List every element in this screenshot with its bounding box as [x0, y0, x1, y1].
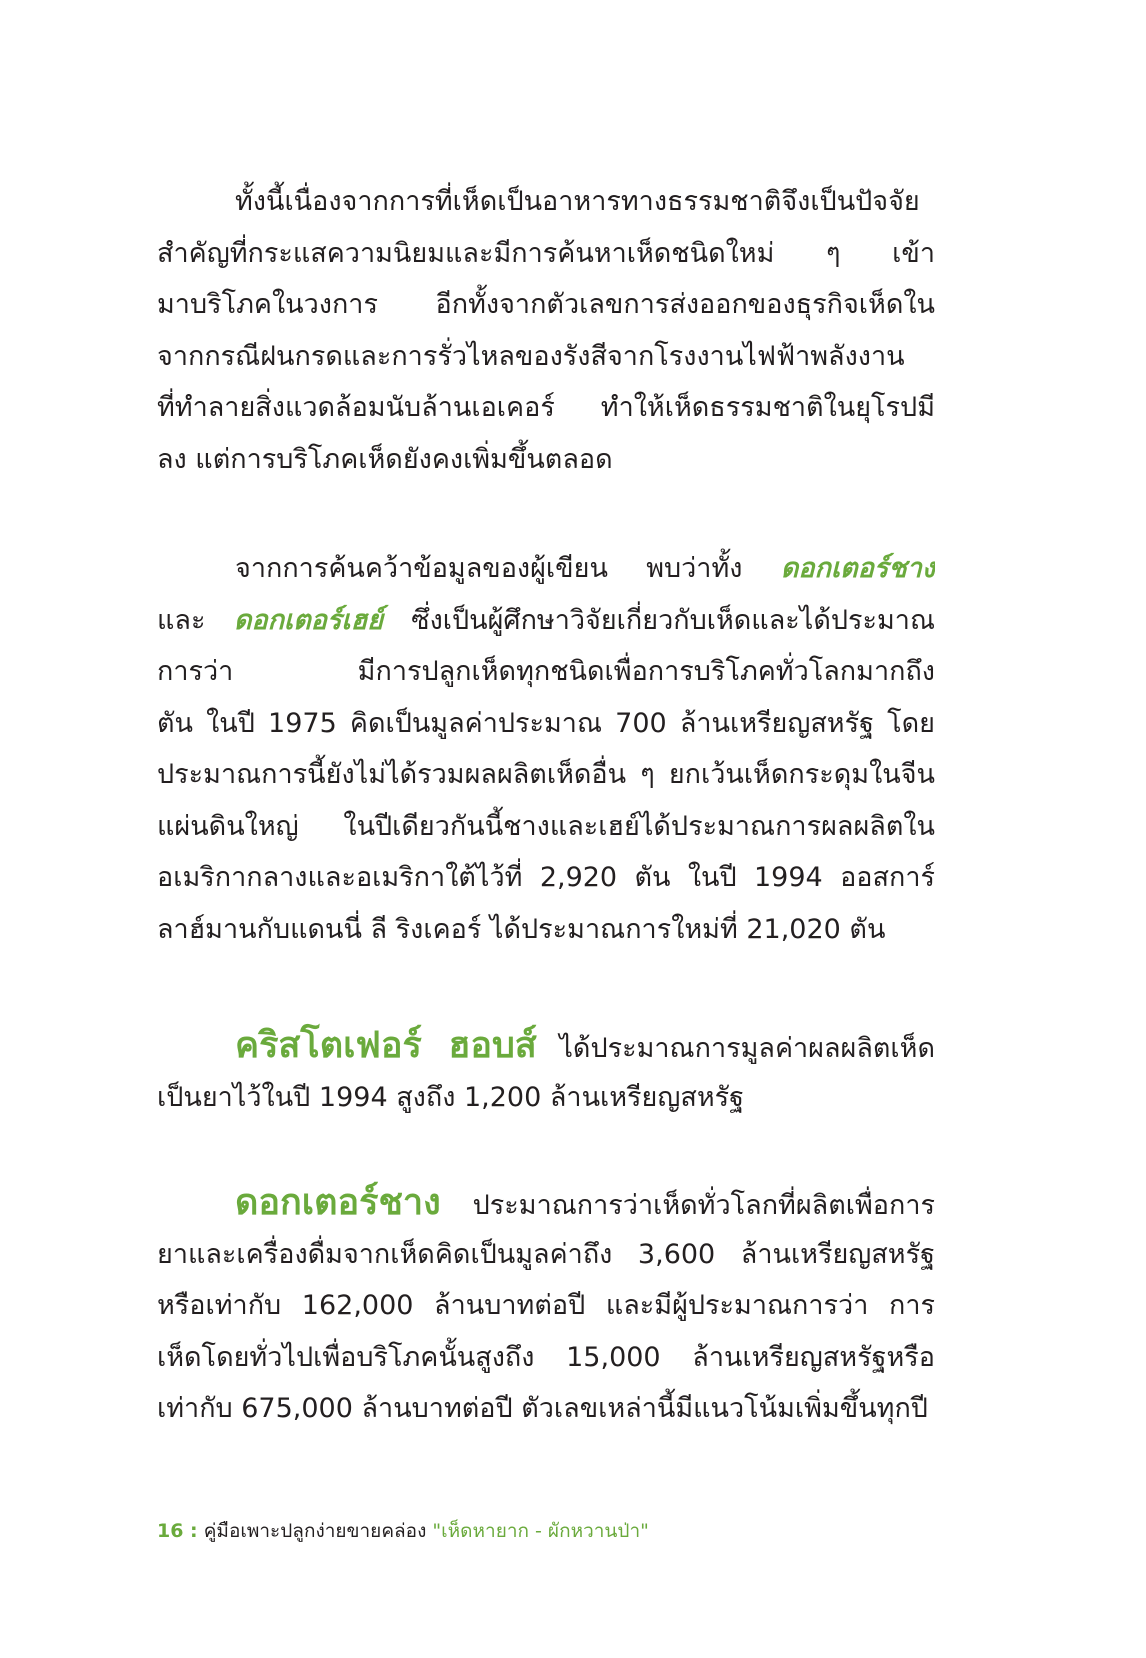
paragraph-line: เป็นยาไว้ในปี 1994 สูงถึง 1,200 ล้านเหรียญสหรัฐ [157, 1081, 745, 1113]
paragraph-line: เท่ากับ 675,000 ล้านบาทต่อปี ตัวเลขเหล่านี้มีแนวโน้มเพิ่มขึ้นทุกปี [157, 1393, 928, 1424]
paragraph-line [157, 1177, 935, 1229]
paragraph-4 [157, 1177, 935, 1435]
paragraph-line: ประมาณการนี้ยังไม่ได้รวมผลผลิตเห็ดอื่น ๆ ยกเว้นเห็ดกระดุมในจีน [157, 759, 935, 790]
paragraph-text: ประมาณการว่าเห็ดทั่วโลกที่ผลิตเพื่อการ [472, 1190, 935, 1221]
paragraph-line: ยาและเครื่องดื่มจากเห็ดคิดเป็นมูลค่าถึง 3,600 ล้านเหรียญสหรัฐ [157, 1238, 935, 1270]
highlight-name-dr-hay: ดอกเตอร์เฮย์ [233, 604, 383, 636]
highlight-name-christopher-hobbs: คริสโตเฟอร์ ฮอบส์ [235, 1025, 537, 1066]
page-footer [157, 1516, 649, 1546]
paragraph-line [157, 543, 935, 595]
paragraph-line [157, 595, 935, 647]
paragraph-text: ซึ่งเป็นผู้ศึกษาวิจัยเกี่ยวกับเห็ดและได้ประมาณ [411, 604, 935, 636]
paragraph-line: การว่า มีการปลูกเห็ดทุกชนิดเพื่อการบริโภคทั่วโลกมากถึง [157, 656, 935, 687]
paragraph-line [157, 1020, 935, 1072]
paragraph-line: ทั้งนี้เนื่องจากการที่เห็ดเป็นอาหารทางธรรมชาติจึงเป็นปัจจัย [235, 186, 920, 217]
paragraph-line: ตัน ในปี 1975 คิดเป็นมูลค่าประมาณ 700 ล้านเหรียญสหรัฐ โดย [157, 707, 935, 739]
paragraph-line: สำคัญที่กระแสความนิยมและมีการค้นหาเห็ดชนิดใหม่ ๆ เข้า [157, 237, 935, 269]
paragraph-line: ลาฮ์มานกับแดนนี่ ลี ริงเคอร์ ได้ประมาณการใหม่ที่ 21,020 ตัน [157, 913, 886, 945]
paragraph-text: ได้ประมาณการมูลค่าผลผลิตเห็ด [559, 1033, 935, 1064]
paragraph-line: เห็ดโดยทั่วไปเพื่อบริโภคนั้นสูงถึง 15,000 ล้านเหรียญสหรัฐหรือ [157, 1341, 935, 1373]
highlight-name-dr-chang: ดอกเตอร์ชาง [235, 1182, 441, 1223]
paragraph-line: ลง แต่การบริโภคเห็ดยังคงเพิ่มขึ้นตลอด [157, 443, 613, 475]
paragraph-line: ที่ทำลายสิ่งแวดล้อมนับล้านเอเคอร์ ทำให้เห็ดธรรมชาติในยุโรปมี [157, 392, 935, 423]
paragraph-3 [157, 1020, 935, 1123]
paragraph-2 [157, 543, 935, 955]
book-title: "เห็ดหายาก - ผักหวานป่า" [432, 1520, 649, 1542]
paragraph-line: อเมริกากลางและอเมริกาใต้ไว้ที่ 2,920 ตัน ในปี 1994 ออสการ์ [157, 862, 935, 893]
paragraph-line: แผ่นดินใหญ่ ในปีเดียวกันนี้ชางและเฮย์ได้ประมาณการผลผลิตใน [157, 810, 935, 842]
highlight-name-dr-chang: ดอกเตอร์ชาง [780, 553, 935, 584]
paragraph-line: หรือเท่ากับ 162,000 ล้านบาทต่อปี และมีผู้ประมาณการว่า การ [157, 1290, 935, 1321]
paragraph-1 [157, 176, 935, 485]
book-label: คู่มือเพาะปลูกง่ายขายคล่อง [203, 1520, 427, 1542]
paragraph-text: จากการค้นคว้าข้อมูลของผู้เขียน พบว่าทั้ง [235, 553, 743, 584]
paragraph-line: มาบริโภคในวงการ อีกทั้งจากตัวเลขการส่งออกของธุรกิจเห็ดใน [157, 289, 935, 320]
paragraph-text: และ [157, 604, 206, 636]
paragraph-line: จากกรณีฝนกรดและการรั่วไหลของรังสีจากโรงงานไฟฟ้าพลังงาน [157, 340, 905, 372]
page-number: 16 : [157, 1520, 198, 1542]
